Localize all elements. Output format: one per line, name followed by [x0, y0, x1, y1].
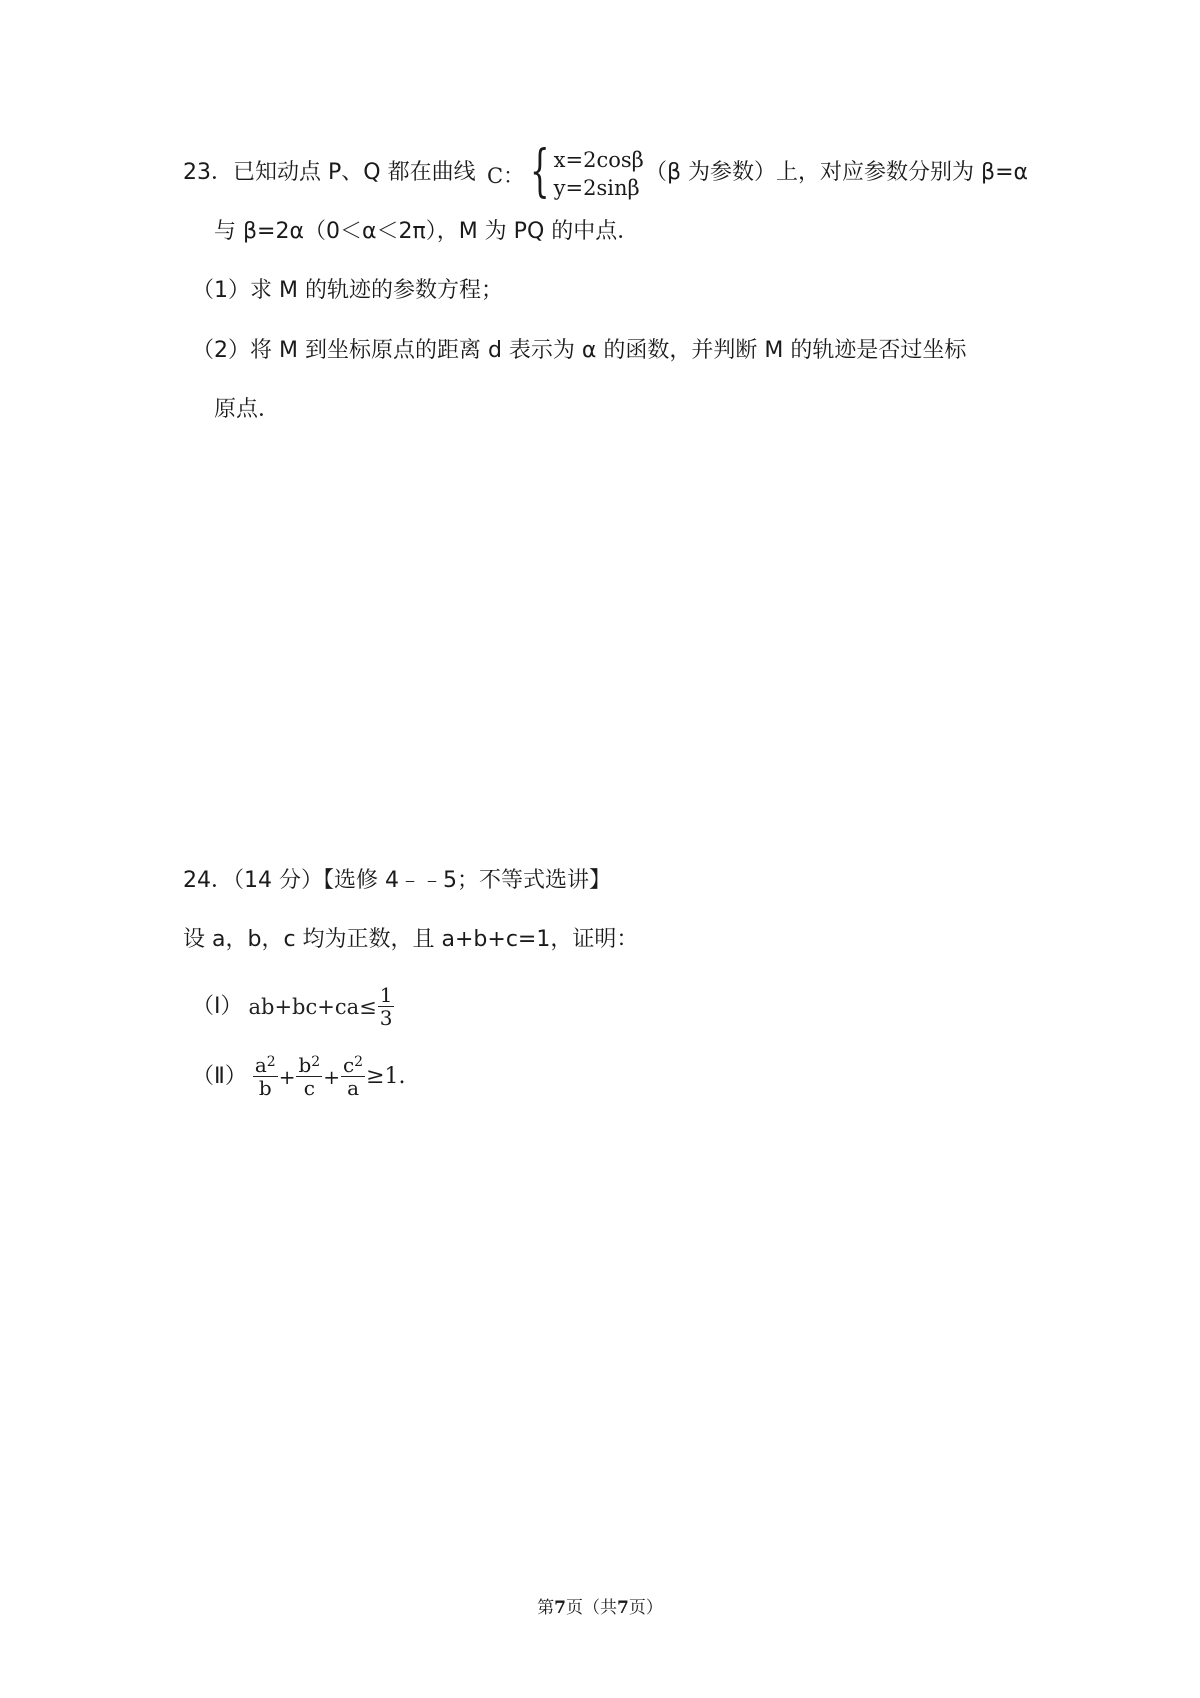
q23-part2-line2: 原点．: [214, 397, 281, 422]
q23-line2: 与 β=2α（0＜α＜2π），M 为 PQ 的中点．: [214, 219, 640, 244]
page-footer: [0, 1593, 1200, 1618]
q23-eq-y: y=2sinβ: [553, 176, 640, 200]
q24-part1-fraction: [378, 984, 395, 1029]
plus-sign: +: [323, 1064, 340, 1089]
term2-exponent: 2: [311, 1054, 321, 1070]
q23-part2-line1: （2）将 M 到坐标原点的距离 d 表示为 α 的函数，并判断 M 的轨迹是否过坐标: [192, 338, 967, 363]
footer-post: 页）: [628, 1598, 663, 1618]
footer-pre: 第: [537, 1598, 555, 1618]
term1-denominator: b: [258, 1076, 272, 1100]
q24-part2: [192, 1054, 406, 1099]
left-brace-icon: {: [530, 139, 550, 204]
term3-denominator: a: [347, 1076, 359, 1100]
term2-denominator: c: [303, 1076, 315, 1100]
q24-part2-label: （Ⅱ）: [192, 1063, 247, 1089]
q23-equation-system: [522, 139, 644, 204]
q24-part2-term2: [296, 1054, 322, 1099]
q24-part1-label: （Ⅰ）: [192, 993, 243, 1019]
term1-numerator: a: [254, 1053, 267, 1077]
q24-premise: 设 a，b，c 均为正数，且 a+b+c=1，证明：: [183, 927, 639, 952]
fraction-denominator: 3: [379, 1006, 393, 1030]
q23-part1: （1）求 M 的轨迹的参数方程；: [192, 278, 503, 303]
q24-part2-tail: ≥1.: [366, 1063, 406, 1089]
q24-part1: [192, 984, 395, 1029]
footer-total-pages: 7: [617, 1598, 629, 1618]
q23-intro: 已知动点 P、Q 都在曲线: [233, 160, 476, 185]
term3-numerator: c: [342, 1053, 355, 1077]
term2-numerator: b: [298, 1053, 312, 1077]
q24-header: 24．（14 分）【选修 4﹣﹣5；不等式选讲】: [183, 868, 611, 893]
q23-after-eq: （β 为参数）上，对应参数分别为 β=α: [645, 160, 1029, 185]
q23-eq-x: x=2cosβ: [553, 148, 644, 172]
fraction-numerator: 1: [379, 983, 393, 1007]
q23-curve-label: C：: [487, 164, 525, 188]
plus-sign: +: [278, 1064, 296, 1089]
q23-line1: [183, 158, 476, 188]
footer-page-number: 7: [554, 1598, 566, 1618]
q23-number: 23．: [183, 160, 233, 185]
term3-exponent: 2: [354, 1054, 364, 1070]
q24-part2-term1: [253, 1054, 278, 1099]
q24-part2-term3: [341, 1054, 365, 1099]
footer-mid: 页（共: [566, 1598, 617, 1618]
q24-part1-expr: ab+bc+ca≤: [248, 994, 377, 1019]
term1-exponent: 2: [266, 1054, 276, 1070]
